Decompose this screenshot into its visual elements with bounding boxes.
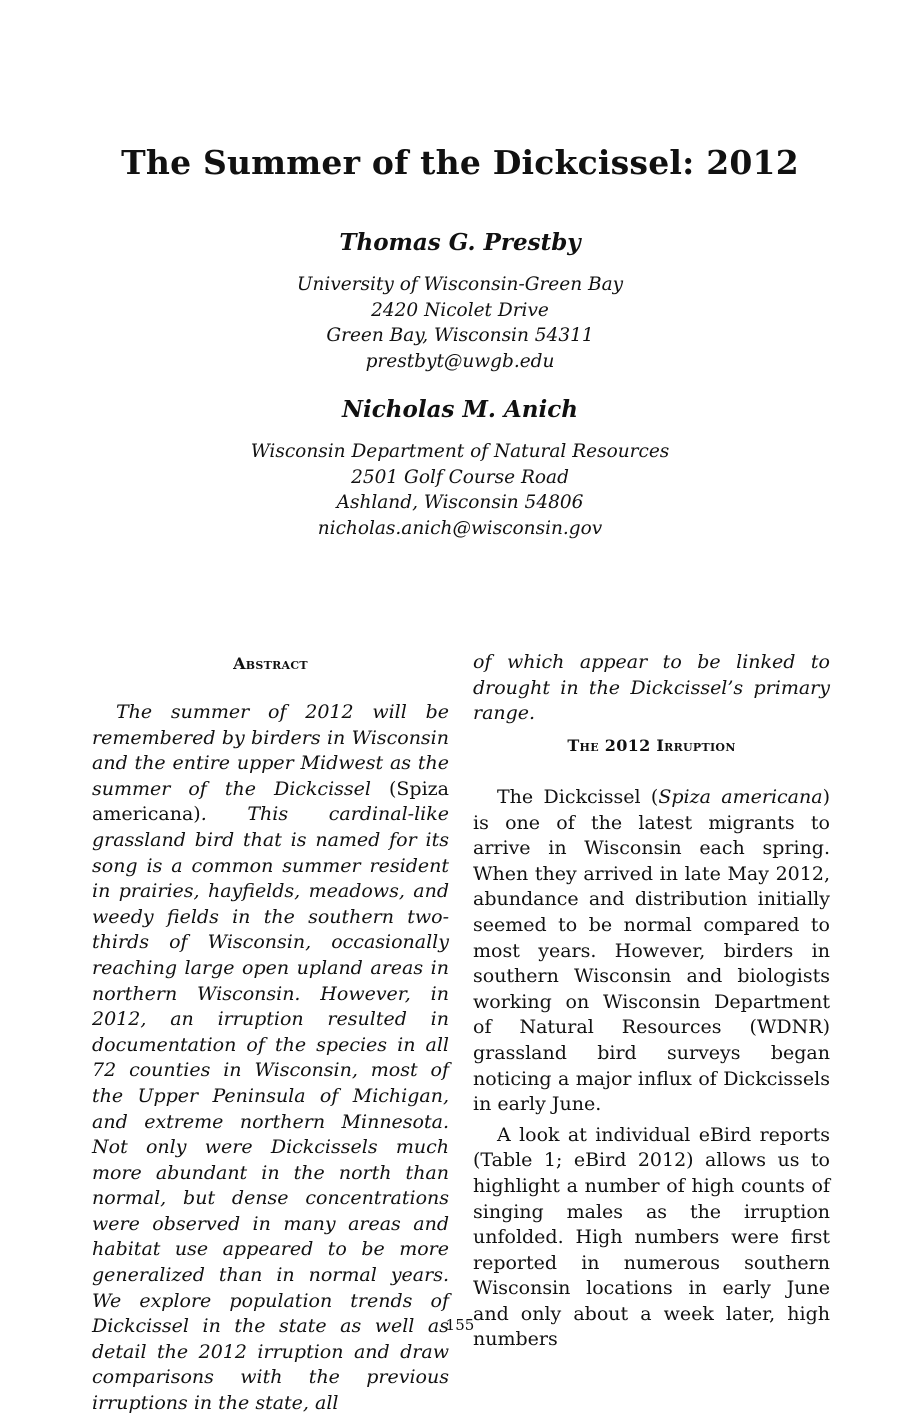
left-column [92, 700, 449, 1417]
p1-text-b: ) is one of the latest migrants to arrive in Wisconsin each spring. When they arrived in late May 2012, abundance and distribution initially seemed to be normal compared to most years. However, birders in southern Wisconsin and biologists working on Wisconsin Department of Natural Resources (WDNR) grassland bird surveys began noticing a major influx of Dickcissels in early June. [473, 786, 830, 1116]
section-heading: The 2012 Irruption [567, 736, 736, 755]
right-column [473, 650, 830, 727]
abstract-text-2: . This cardinal-like grassland bird that is named for its song is a common summer resident in prairies, hayfields, meadows, and weedy fields in the southern two-thirds of Wisconsin, occasionally reaching large open upland areas in northern Wisconsin. However, in 2012, an irruption resulted in documentation of the species in all 72 counties in Wisconsin, most of the Upper Peninsula of Michigan, and extreme northern Minnesota. Not only were Dickcissels much more abundant in the north than normal, but dense concentrations were observed in many areas and habitat use appeared to be more generalized than in normal years. We explore population trends of Dickcissel in the state as well as detail the 2012 irruption and draw comparisons with the previous irruptions in the state, all [92, 803, 449, 1415]
author-email: prestbyt@uwgb.edu [365, 350, 555, 372]
abstract-species-name: (Spiza americana) [92, 777, 449, 826]
section-paragraph-1 [473, 785, 830, 1118]
author-name-2: Nicholas M. Anich [342, 396, 578, 423]
section-paragraph-2: A look at individual eBird reports (Table 1; eBird 2012) allows us to highlight a number of high counts of singing males as the irruption unfolded. High numbers were first reported in numerous southern Wisconsin locations in early June and only about a week later, high numbers [473, 1123, 830, 1351]
author-name-1: Thomas G. Prestby [339, 229, 581, 256]
affiliation-line: Green Bay, Wisconsin 54311 [326, 325, 594, 346]
page-number: 155 [445, 1316, 475, 1334]
abstract-text-1: The summer of 2012 will be remembered by birders in Wisconsin and the entire upper Midwest as the summer of the Dickcissel [92, 701, 449, 800]
author-affiliation-1 [0, 272, 920, 374]
abstract-paragraph [92, 700, 449, 1417]
author-email: nicholas.anich@wisconsin.gov [317, 517, 603, 539]
affiliation-line: 2420 Nicolet Drive [371, 299, 549, 321]
affiliation-line: University of Wisconsin-Green Bay [296, 274, 624, 295]
affiliation-line: 2501 Golf Course Road [351, 466, 569, 488]
affiliation-line: Wisconsin Department of Natural Resources [250, 441, 670, 462]
affiliation-line: Ashland, Wisconsin 54806 [336, 492, 584, 513]
paper-title: The Summer of the Dickcissel: 2012 [121, 143, 799, 182]
p1-text-a: The Dickcissel ( [497, 786, 659, 808]
abstract-continued: of which appear to be linked to drought in the Dickcissel’s primary range. [473, 651, 830, 725]
section-body [473, 785, 830, 1353]
p1-species-name: Spiza americana [658, 786, 823, 808]
abstract-heading: Abstract [233, 654, 308, 673]
author-affiliation-2 [0, 439, 920, 541]
